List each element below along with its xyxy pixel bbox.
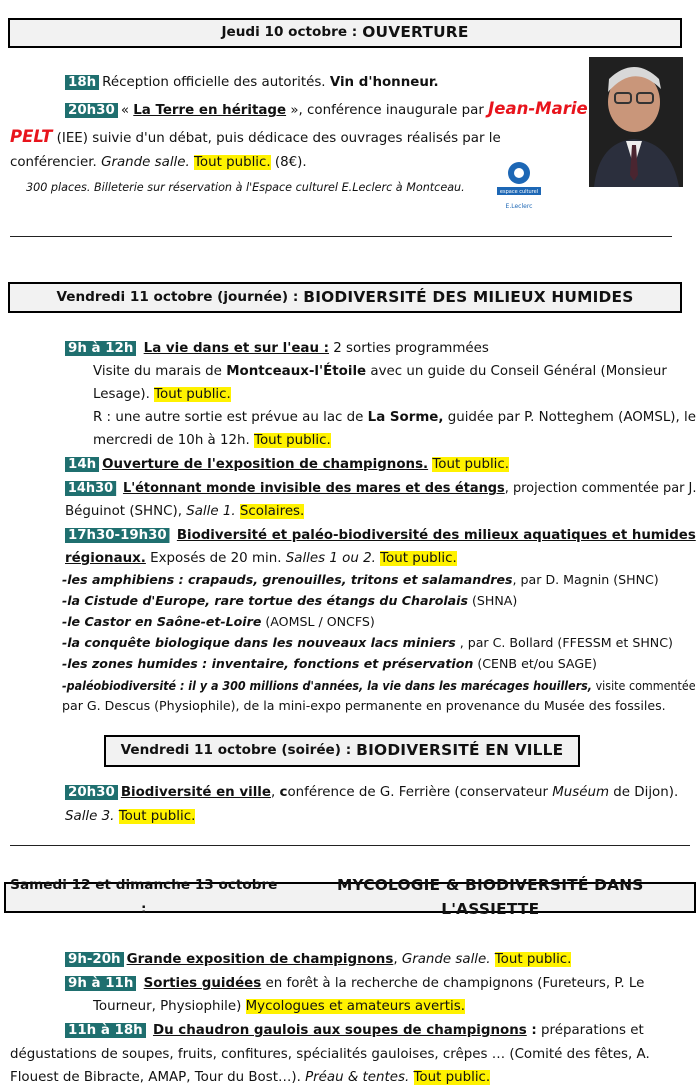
talks-line-2: régionaux. Exposés de 20 min. Salles 1 ou 2. Tout public. bbox=[65, 551, 457, 566]
event-projection: 14h30 L'étonnant monde invisible des mares et des étangs, projection commentée par J. bbox=[65, 477, 696, 501]
event-grand-exhibit: 9h-20h Grande exposition de champignons, Grande salle. Tout public. bbox=[65, 948, 571, 972]
audience-highlight: Tout public. bbox=[432, 457, 510, 472]
audience-highlight: Mycologues et amateurs avertis. bbox=[245, 999, 466, 1014]
time-badge: 14h30 bbox=[65, 481, 116, 496]
separator bbox=[10, 236, 672, 237]
header-title: BIODIVERSITÉ EN VILLE bbox=[356, 741, 564, 760]
conference-title: La Terre en héritage bbox=[133, 103, 287, 118]
outing-2-line-1: R : une autre sortie est prévue au lac de La Sorme, guidée par P. Notteghem (AOMSL), le bbox=[93, 410, 697, 425]
speaker-last-name: PELT bbox=[10, 127, 53, 146]
header-date: Jeudi 10 octobre : bbox=[221, 24, 358, 41]
event-conference: 20h30 « La Terre en héritage », conférence inaugurale par Jean-Marie bbox=[65, 97, 588, 123]
event-biodiversity-talks: 17h30-19h30 Biodiversité et paléo-biodiversité des milieux aquatiques et humides bbox=[65, 524, 696, 548]
conference-line-2: PELT (IEE) suivie d'un débat, puis dédicace des ouvrages réalisés par le bbox=[10, 127, 501, 146]
time-badge: 20h30 bbox=[65, 103, 118, 118]
section-header-city bbox=[104, 735, 580, 767]
section-header-opening bbox=[8, 18, 682, 48]
speaker-first-name: Jean-Marie bbox=[488, 99, 588, 118]
ticket-note: 300 places. Billeterie sur réservation à l'Espace culturel E.Leclerc à Montceau. bbox=[26, 181, 465, 194]
header-date: Samedi 12 et dimanche 13 octobre : bbox=[10, 877, 278, 917]
event-reception: 18h Réception officielle des autorités. Vin d'honneur. bbox=[65, 71, 439, 95]
projection-line-2: Béguinot (SHNC), Salle 1. Scolaires. bbox=[65, 504, 305, 519]
logo-text-1: espace culturel bbox=[499, 189, 539, 195]
event-outings: 9h à 12h La vie dans et sur l'eau : 2 sorties programmées bbox=[65, 337, 489, 361]
audience-highlight: Scolaires. bbox=[239, 504, 305, 519]
header-title: OUVERTURE bbox=[362, 23, 469, 42]
event-mushroom-exhibit: 14h Ouverture de l'exposition de champignons. Tout public. bbox=[65, 453, 509, 477]
time-badge: 14h bbox=[65, 457, 99, 472]
section-header-mycology bbox=[4, 876, 696, 918]
time-badge: 17h30-19h30 bbox=[65, 528, 170, 543]
audience-highlight: Tout public. bbox=[254, 433, 331, 448]
header-date: Vendredi 11 octobre (journée) : bbox=[56, 288, 299, 305]
time-badge: 9h-20h bbox=[65, 952, 124, 967]
talk-item: -la Cistude d'Europe, rare tortue des étangs du Charolais (SHNA) bbox=[62, 593, 518, 608]
talk-item: -les amphibiens : crapauds, grenouilles, tritons et salamandres, par D. Magnin (SHNC) bbox=[62, 572, 659, 587]
header-title: MYCOLOGIE & BIODIVERSITÉ DANS L'ASSIETTE bbox=[336, 876, 644, 918]
talk-item: -les zones humides : inventaire, fonctions et préservation (CENB et/ou SAGE) bbox=[62, 656, 597, 671]
event-city-conference: 20h30 Biodiversité en ville, conférence de G. Ferrière (conservateur Muséum de Dijon). bbox=[65, 781, 678, 805]
city-conference-line-2: Salle 3. Tout public. bbox=[65, 809, 196, 824]
audience-highlight: Tout public. bbox=[118, 809, 196, 824]
audience-highlight: Tout public. bbox=[194, 155, 271, 170]
audience-highlight: Tout public. bbox=[380, 551, 457, 566]
outing-1-line-1: Visite du marais de Montceaux-l'Étoile avec un guide du Conseil Général (Monsieur bbox=[93, 364, 667, 379]
time-badge: 9h à 11h bbox=[65, 976, 136, 991]
guided-outings-line-2: Tourneur, Physiophile) Mycologues et amateurs avertis. bbox=[93, 999, 466, 1014]
audience-highlight: Tout public. bbox=[154, 387, 231, 402]
talk-item-cont: par G. Descus (Physiophile), de la mini-expo permanente en provenance du Musée des fossiles. bbox=[62, 698, 666, 713]
time-badge: 11h à 18h bbox=[65, 1023, 146, 1038]
header-title: BIODIVERSITÉ DES MILIEUX HUMIDES bbox=[303, 287, 634, 306]
audience-highlight: Tout public. bbox=[413, 1070, 491, 1085]
event-guided-outings: 9h à 11h Sorties guidées en forêt à la recherche de champignons (Fureteurs, P. Le bbox=[65, 972, 644, 996]
logo-text-2: E.Leclerc bbox=[505, 203, 533, 210]
time-badge: 20h30 bbox=[65, 785, 118, 800]
time-badge: 9h à 12h bbox=[65, 341, 136, 356]
time-badge: 18h bbox=[65, 75, 99, 90]
talk-item: -paléobiodiversité : il y a 300 millions d'années, la vie dans les marécages houillers, visite commentée bbox=[62, 678, 696, 693]
outing-1-line-2: Lesage). Tout public. bbox=[93, 387, 231, 402]
speaker-photo bbox=[589, 57, 683, 187]
section-header-wetlands bbox=[8, 282, 682, 313]
soups-line-2: dégustations de soupes, fruits, confitures, spécialités gauloises, crêpes … (Comité des fêtes, A. bbox=[10, 1047, 650, 1062]
event-soups: 11h à 18h Du chaudron gaulois aux soupes de champignons : préparations et bbox=[65, 1019, 644, 1043]
talk-item: -le Castor en Saône-et-Loire (AOMSL / ONCFS) bbox=[62, 614, 375, 629]
outing-2-line-2: mercredi de 10h à 12h. Tout public. bbox=[93, 433, 331, 448]
espace-culturel-logo bbox=[492, 157, 546, 215]
header-date: Vendredi 11 octobre (soirée) : bbox=[120, 742, 352, 759]
conference-line-3: conférencier. Grande salle. Tout public. (8€). bbox=[10, 155, 307, 170]
separator bbox=[10, 845, 690, 846]
soups-line-3: Flouest de Bibracte, AMAP, Tour du Bost…). Préau & tentes. Tout public. bbox=[10, 1070, 491, 1085]
talk-item: -la conquête biologique dans les nouveaux lacs miniers , par C. Bollard (FFESSM et SHNC) bbox=[62, 635, 673, 650]
audience-highlight: Tout public. bbox=[494, 952, 572, 967]
